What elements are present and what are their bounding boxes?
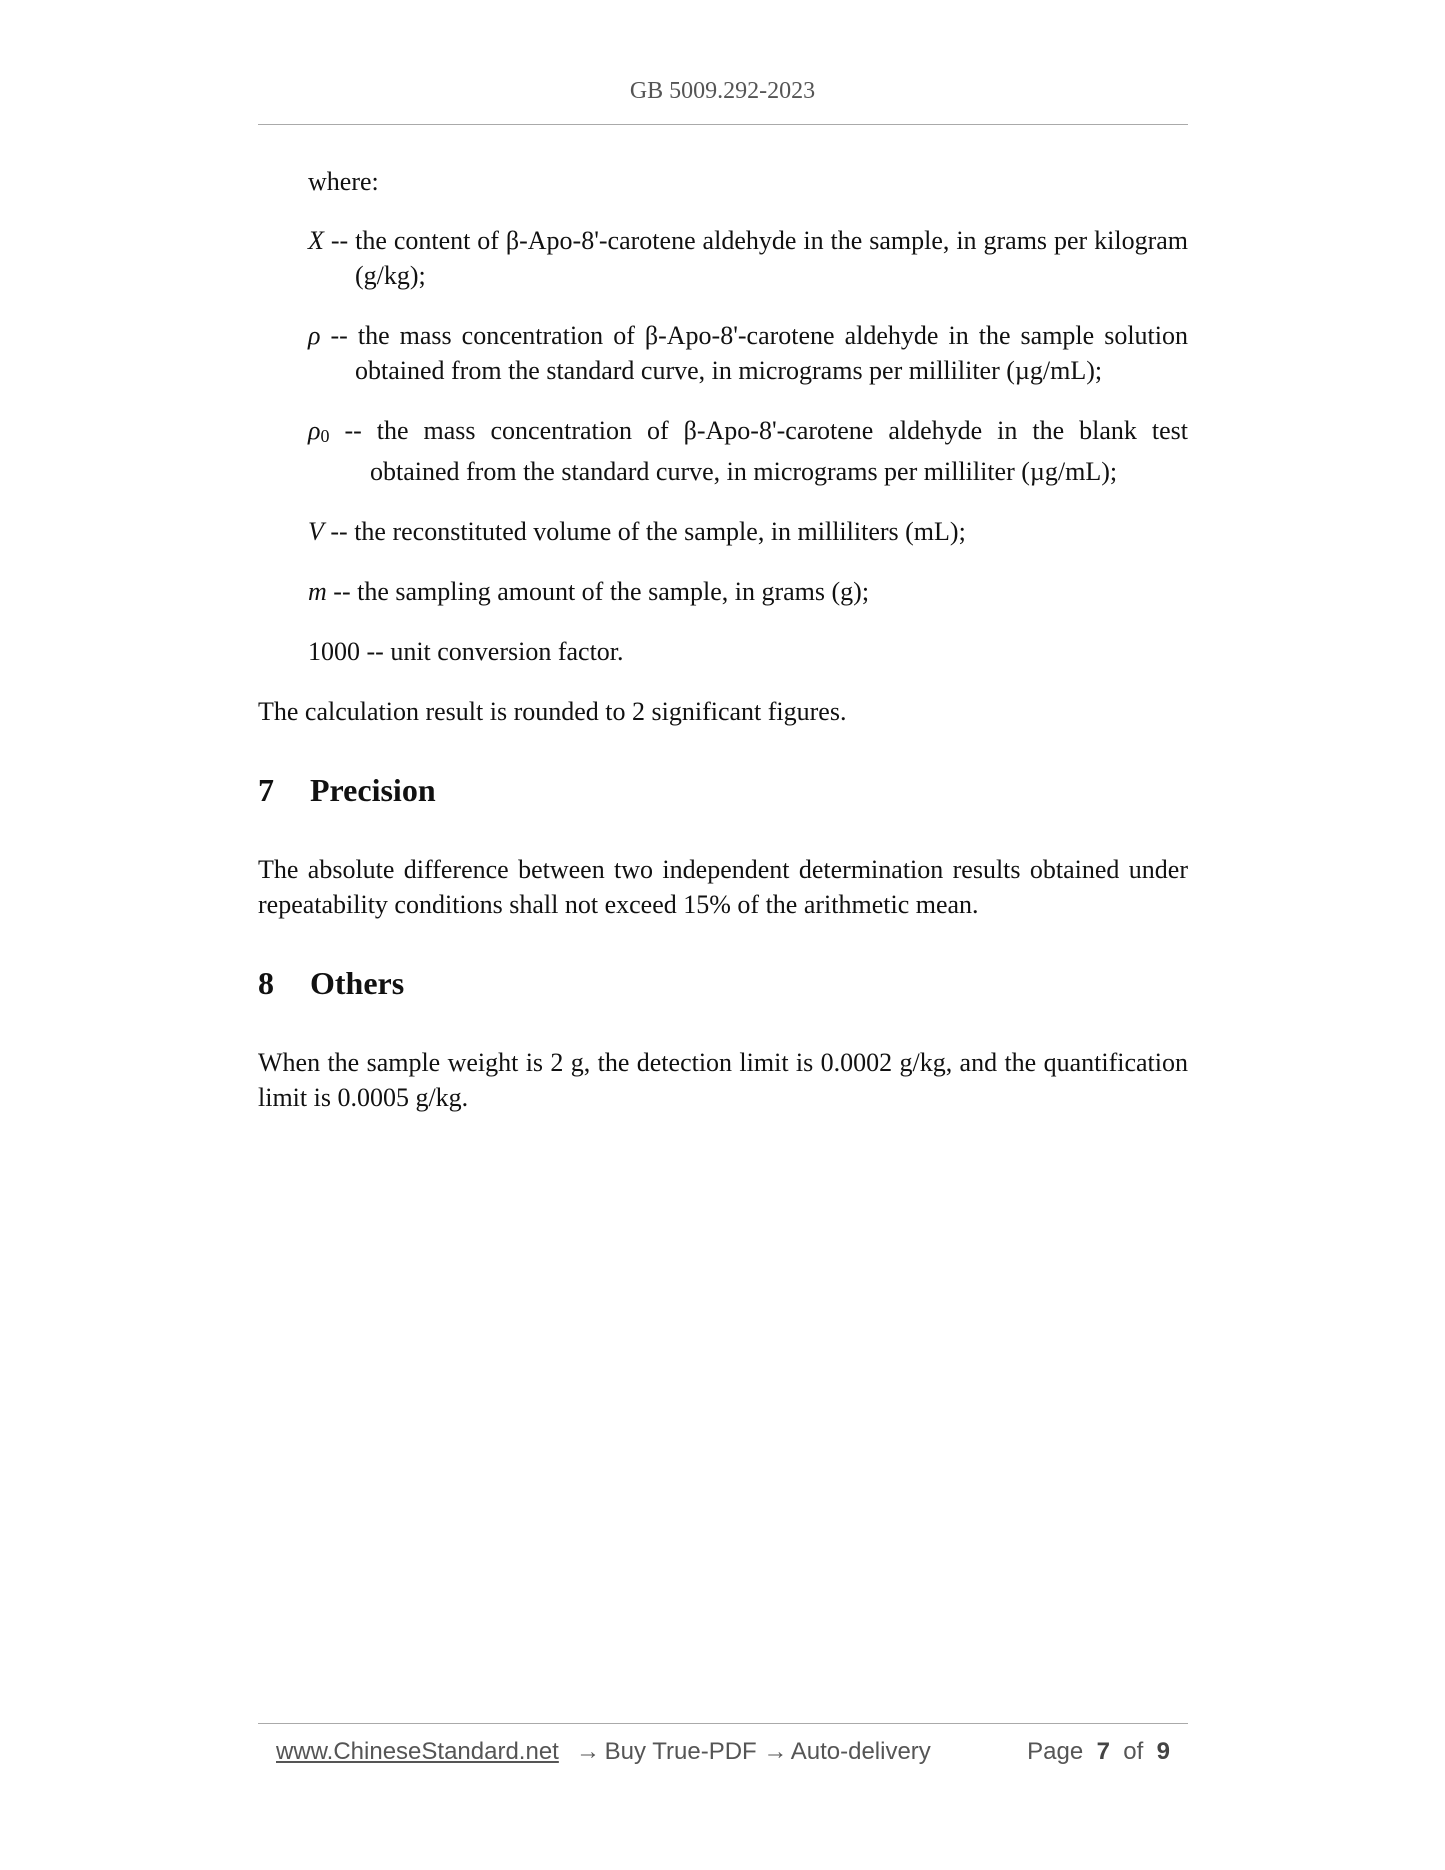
definition-m — [308, 574, 1188, 609]
definition-text: -- the content of β-Apo-8'-carotene aldehyde in the sample, in grams per kilogram (g/kg); — [323, 226, 1188, 290]
section-number: 8 — [258, 965, 274, 1001]
footer-promo — [576, 1738, 931, 1766]
section-text-precision: The absolute difference between two independent determination results obtained under repeatability conditions shall not exceed 15% of the arithmetic mean. — [258, 855, 1188, 919]
arrow-right-icon: → — [576, 1738, 600, 1765]
document-body — [258, 164, 1188, 1140]
definition-text: -- the sampling amount of the sample, in grams (g); — [326, 577, 870, 606]
page-current: 7 — [1096, 1738, 1110, 1765]
page-label: Page — [1027, 1738, 1084, 1765]
symbol-subscript: 0 — [320, 426, 330, 446]
definition-text: 1000 -- unit conversion factor. — [308, 637, 624, 666]
section-number: 7 — [258, 772, 274, 808]
definition-v — [308, 514, 1188, 549]
auto-delivery-text: Auto-delivery — [790, 1738, 931, 1765]
page-total: 9 — [1156, 1738, 1170, 1765]
symbol-x: X — [308, 226, 324, 255]
definition-text: -- the mass concentration of β-Apo-8'-carotene aldehyde in the blank test obtained from the standard curve, in micrograms per milliliter (µg/mL); — [329, 416, 1188, 486]
definition-1000 — [308, 634, 1188, 669]
section-heading-others — [258, 966, 1188, 1001]
buy-true-pdf-text: Buy True-PDF — [604, 1738, 757, 1765]
section-heading-precision — [258, 773, 1188, 808]
symbol-rho: ρ — [308, 321, 321, 350]
definition-x — [308, 223, 1188, 293]
arrow-right-icon: → — [763, 1738, 788, 1765]
page-footer — [258, 1738, 1188, 1778]
section-title: Precision — [310, 772, 436, 808]
definition-rho0 — [308, 413, 1188, 489]
symbol-v: V — [308, 517, 324, 546]
definition-text: -- the mass concentration of β-Apo-8'-carotene aldehyde in the sample solution obtained from the standard curve, in micrograms per milliliter (µg/mL); — [320, 321, 1188, 385]
where-label: where: — [308, 167, 379, 196]
of-label: of — [1123, 1738, 1144, 1765]
symbol-m: m — [308, 577, 327, 606]
page-number — [1027, 1738, 1170, 1766]
header-divider — [258, 124, 1188, 125]
footer-divider — [258, 1723, 1188, 1724]
definition-text: -- the reconstituted volume of the sample, in milliliters (mL); — [323, 517, 966, 546]
document-header-title: GB 5009.292-2023 — [629, 78, 816, 104]
section-text-others: When the sample weight is 2 g, the detection limit is 0.0002 g/kg, and the quantification limit is 0.0005 g/kg. — [258, 1048, 1188, 1112]
symbol-rho0: ρ — [308, 416, 321, 445]
rounding-note: The calculation result is rounded to 2 significant figures. — [258, 697, 847, 726]
website-link[interactable]: www.ChineseStandard.net — [276, 1738, 559, 1765]
definition-rho — [308, 318, 1188, 388]
section-title: Others — [310, 965, 405, 1001]
